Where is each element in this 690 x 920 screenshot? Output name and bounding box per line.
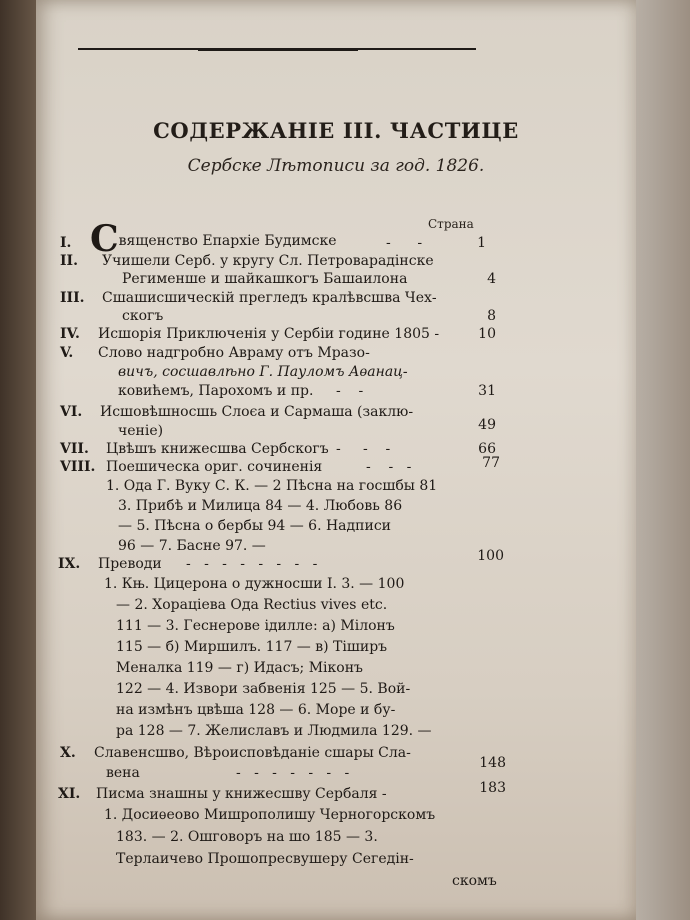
entry-page: 8: [487, 308, 496, 324]
entry-line: Цвѣшъ книжесшва Сербскогъ: [106, 441, 329, 457]
entry-line: ковићемъ, Парохомъ и пр.: [118, 383, 314, 399]
entry-line: Слово надгробно Авраму отъ Мразо-: [98, 345, 370, 361]
leader-dots: - -: [336, 383, 364, 399]
entry-line: Преводи: [98, 556, 162, 572]
entry-line-text: вященство Епархіе Будимске: [118, 233, 337, 249]
entry-subline: 183. — 2. Ошговоръ на шо 185 — 3.: [116, 829, 378, 845]
entry-line: Исшовѣшносшь Слоєа и Сармаша (заклю-: [100, 404, 414, 420]
page-subtitle: Сербске Лѣтописи за год. 1826.: [187, 156, 485, 176]
entry-line: Исшорія Приключенія у Сербіи године 1805 -: [98, 326, 440, 342]
entry-subline: 1. Књ. Цицерона о дужносши I. 3. — 100: [104, 576, 405, 592]
table-of-contents: [36, 0, 636, 920]
leader-dots: - - -: [336, 441, 391, 457]
entry-number: X.: [60, 745, 76, 761]
entry-subline: — 2. Хораціева Ода Rectius vives etc.: [116, 597, 388, 613]
entry-line: вичъ, сосшавлѣно Г. Пауломъ Аѳанац-: [118, 364, 408, 380]
entry-number: VI.: [60, 404, 83, 420]
book-page: [36, 0, 636, 920]
entry-page: 77: [482, 455, 500, 471]
entry-subline: 1. Ода Г. Вуку С. К. — 2 Пѣсна на госшбы 81: [106, 478, 438, 494]
entry-subline: Меналка 119 — г) Идасъ; Міконъ: [116, 660, 363, 676]
entry-number: I.: [60, 235, 72, 251]
entry-number: III.: [60, 290, 85, 306]
entry-number: XI.: [58, 786, 81, 802]
entry-page: 1: [477, 235, 486, 251]
page-title: СОДЕРЖАНІЕ III. ЧАСТИЦЕ: [153, 118, 519, 143]
entry-line: скогъ: [122, 308, 164, 324]
entry-page: 4: [487, 271, 496, 287]
entry-subline: ра 128 — 7. Желиславъ и Людмила 129. —: [116, 723, 432, 739]
entry-subline: 3. Прибѣ и Милица 84 — 4. Любовь 86: [118, 498, 403, 514]
entry-number: IV.: [60, 326, 80, 342]
entry-number: V.: [60, 345, 74, 361]
entry-line: ченіе): [118, 423, 164, 439]
entry-subline: 115 — б) Миршилъ. 117 — в) Тіширъ: [116, 639, 388, 655]
entry-page: 100: [477, 548, 504, 564]
entry-line: Писма знашны у книжесшву Сербаля -: [96, 786, 387, 802]
page-column-header: Страна: [428, 217, 474, 231]
leader-dots: - - - - - - - -: [186, 556, 318, 572]
entry-number: VIII.: [60, 459, 96, 475]
entry-page: 10: [478, 326, 496, 342]
entry-page: 66: [478, 441, 496, 457]
entry-line: Регименше и шайкашкогъ Башаилона: [122, 271, 408, 287]
entry-line: вена: [106, 765, 140, 781]
entry-page: 183: [479, 780, 506, 796]
entry-line: Сшашисшическій прегледъ кралѣвсшва Чех-: [102, 290, 437, 306]
entry-line: Священство Епархіе Будимске: [90, 218, 337, 260]
entry-subline: 122 — 4. Извори забвенія 125 — 5. Вой-: [116, 681, 411, 697]
entry-page: 49: [478, 417, 496, 433]
leader-dots: - - -: [366, 459, 412, 475]
entry-number: II.: [60, 253, 78, 269]
leader-dots: - - - - - - -: [236, 765, 350, 781]
entry-line: Учишели Серб. у кругу Сл. Петроварадінске: [102, 253, 434, 269]
entry-subline: скомъ: [452, 873, 497, 889]
entry-line: Поешическа ориг. сочиненія: [106, 459, 323, 475]
entry-page: 31: [478, 383, 496, 399]
entry-page: 148: [479, 755, 506, 771]
entry-line: Славенсшво, Вѣроисповѣданіе сшары Сла-: [94, 745, 411, 761]
entry-subline: на измѣнъ цвѣша 128 — 6. Море и бу-: [116, 702, 396, 718]
entry-number: VII.: [60, 441, 89, 457]
entry-subline: 111 — 3. Геснерове ідилле: а) Мілонъ: [116, 618, 395, 634]
entry-subline: 96 — 7. Басне 97. —: [118, 538, 266, 554]
entry-subline: — 5. Пѣсна о бербы 94 — 6. Надписи: [118, 518, 391, 534]
entry-subline: Терлаичево Прошопресвушеру Сегедін-: [116, 851, 414, 867]
entry-subline: 1. Досиѳеово Мишрополишу Черногорскомъ: [104, 807, 436, 823]
entry-number: IX.: [58, 556, 81, 572]
leader-dots: - -: [386, 235, 423, 251]
